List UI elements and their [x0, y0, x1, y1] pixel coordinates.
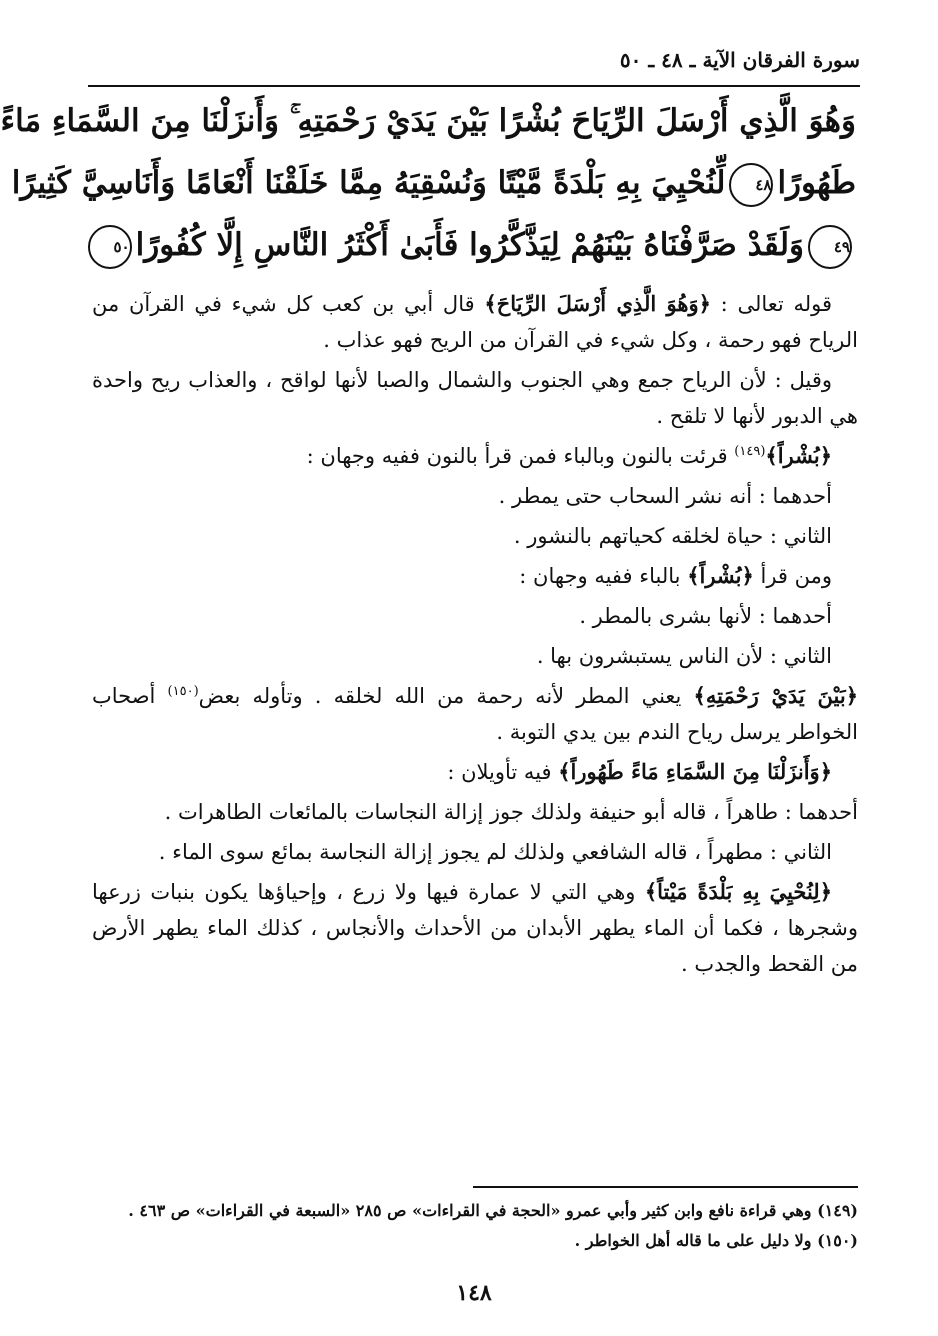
quran-quote: ﴿وَهُوَ الَّذِي أَرْسَلَ الرِّيَاحَ﴾ — [484, 291, 711, 316]
paragraph-13 — [92, 874, 858, 982]
paragraph-13-text: وهي التي لا عمارة فيها ولا زرع ، وإحياؤها يكون بنبات زرعها وشجرها ، فكما أن الماء يطهر الأبدان من الأحداث والأنجاس ، كذلك الماء يطهر الأرض من القحط والجدب . — [92, 880, 858, 976]
quran-quote: ﴿بُشْراً﴾ — [765, 443, 832, 468]
quran-line-3-text: وَلَقَدْ صَرَّفْنَاهُ بَيْنَهُمْ لِيَذَّكَّرُوا فَأَبَىٰ أَكْثَرُ النَّاسِ إِلَّا كُفُورًا — [135, 227, 804, 263]
quran-line-2 — [11, 152, 856, 214]
paragraph-9-text-cont: أصحاب الخواطر يرسل رياح الندم بين يدي التوبة . — [92, 684, 858, 744]
ayah-marker-49: ٤٩ — [808, 225, 852, 269]
paragraph-9 — [92, 678, 858, 750]
quran-quote: ﴿لِنُحْيِيَ بِهِ بَلْدَةً مَيْتاً﴾ — [644, 879, 833, 904]
paragraph-12: الثاني : مطهراً ، قاله الشافعي ولذلك لم يجوز إزالة النجاسة بمائع سوى الماء . — [158, 840, 832, 864]
quran-verses-block — [0, 90, 856, 275]
paragraph-9-text: يعني المطر لأنه رحمة من الله لخلقه . وتأوله بعض — [198, 684, 694, 708]
page-number: ١٤٨ — [456, 1280, 492, 1306]
paragraph-5: الثاني : حياة لخلقه كحياتهم بالنشور . — [513, 524, 832, 548]
footnotes — [92, 1196, 858, 1256]
paragraph-1-text: قال أبي بن كعب كل شيء في القرآن من الرياح فهو رحمة ، وكل شيء في القرآن من الريح فهو عذاب . — [92, 292, 858, 352]
footnote-marker-149: (١٤٩) — [734, 444, 766, 459]
footnote-divider — [473, 1186, 858, 1188]
paragraph-6-text: بالباء ففيه وجهان : — [519, 564, 688, 588]
paragraph-3-text: قرئت بالنون وبالباء فمن قرأ بالنون ففيه وجهان : — [306, 444, 735, 468]
quran-line-1: وَهُوَ الَّذِي أَرْسَلَ الرِّيَاحَ بُشْرًا بَيْنَ يَدَيْ رَحْمَتِهِ ۚ وَأَنزَلْنَا مِنَ السَّمَاءِ مَاءً — [0, 103, 856, 139]
quran-line-3 — [92, 214, 856, 276]
paragraph-3 — [92, 438, 858, 474]
footnote-149: (١٤٩) وهي قراءة نافع وابن كثير وأبي عمرو «الحجة في القراءات» ص ٢٨٥ «السبعة في القراءات» ص ٤٦٣ . — [128, 1201, 858, 1220]
ayah-marker-48: ٤٨ — [729, 163, 773, 207]
quran-quote: ﴿وَأَنزَلْنَا مِنَ السَّمَاءِ مَاءً طَهُوراً﴾ — [558, 759, 832, 784]
paragraph-1-intro: قوله تعالى : — [710, 292, 832, 316]
paragraph-4: أحدهما : أنه نشر السحاب حتى يمطر . — [498, 484, 832, 508]
paragraph-6-intro: ومن قرأ — [753, 564, 832, 588]
quran-line-2-start: طَهُورًا — [777, 165, 856, 201]
header-divider — [88, 85, 860, 87]
quran-quote: ﴿بَيْنَ يَدَيْ رَحْمَتِهِ﴾ — [693, 683, 859, 708]
paragraph-6 — [92, 558, 858, 594]
quran-line-2-end: لِّنُحْيِيَ بِهِ بَلْدَةً مَّيْتًا وَنُسْقِيَهُ مِمَّا خَلَقْنَا أَنْعَامًا وَأَنَاسِيَّ كَثِيرًا — [11, 165, 726, 201]
paragraph-8: الثاني : لأن الناس يستبشرون بها . — [536, 644, 832, 668]
quran-quote: ﴿بُشْراً﴾ — [687, 563, 754, 588]
paragraph-11: أحدهما : طاهراً ، قاله أبو حنيفة ولذلك جوز إزالة النجاسات بالمائعات الطاهرات . — [164, 800, 858, 824]
paragraph-10 — [92, 754, 858, 790]
paragraph-10-text: فيه تأويلان : — [447, 760, 559, 784]
footnote-150: (١٥٠) ولا دليل على ما قاله أهل الخواطر . — [574, 1231, 858, 1250]
ayah-marker-50: ٥٠ — [88, 225, 132, 269]
commentary-body — [92, 286, 858, 986]
paragraph-1 — [92, 286, 858, 358]
footnote-marker-150: (١٥٠) — [167, 684, 199, 699]
paragraph-7: أحدهما : لأنها بشرى بالمطر . — [579, 604, 832, 628]
paragraph-2: وقيل : لأن الرياح جمع وهي الجنوب والشمال والصبا لأنها لواقح ، والعذاب ريح واحدة هي الدبور لأنها لا تلقح . — [92, 368, 858, 428]
running-header: سورة الفرقان الآية ـ ٤٨ ـ ٥٠ — [619, 48, 860, 72]
